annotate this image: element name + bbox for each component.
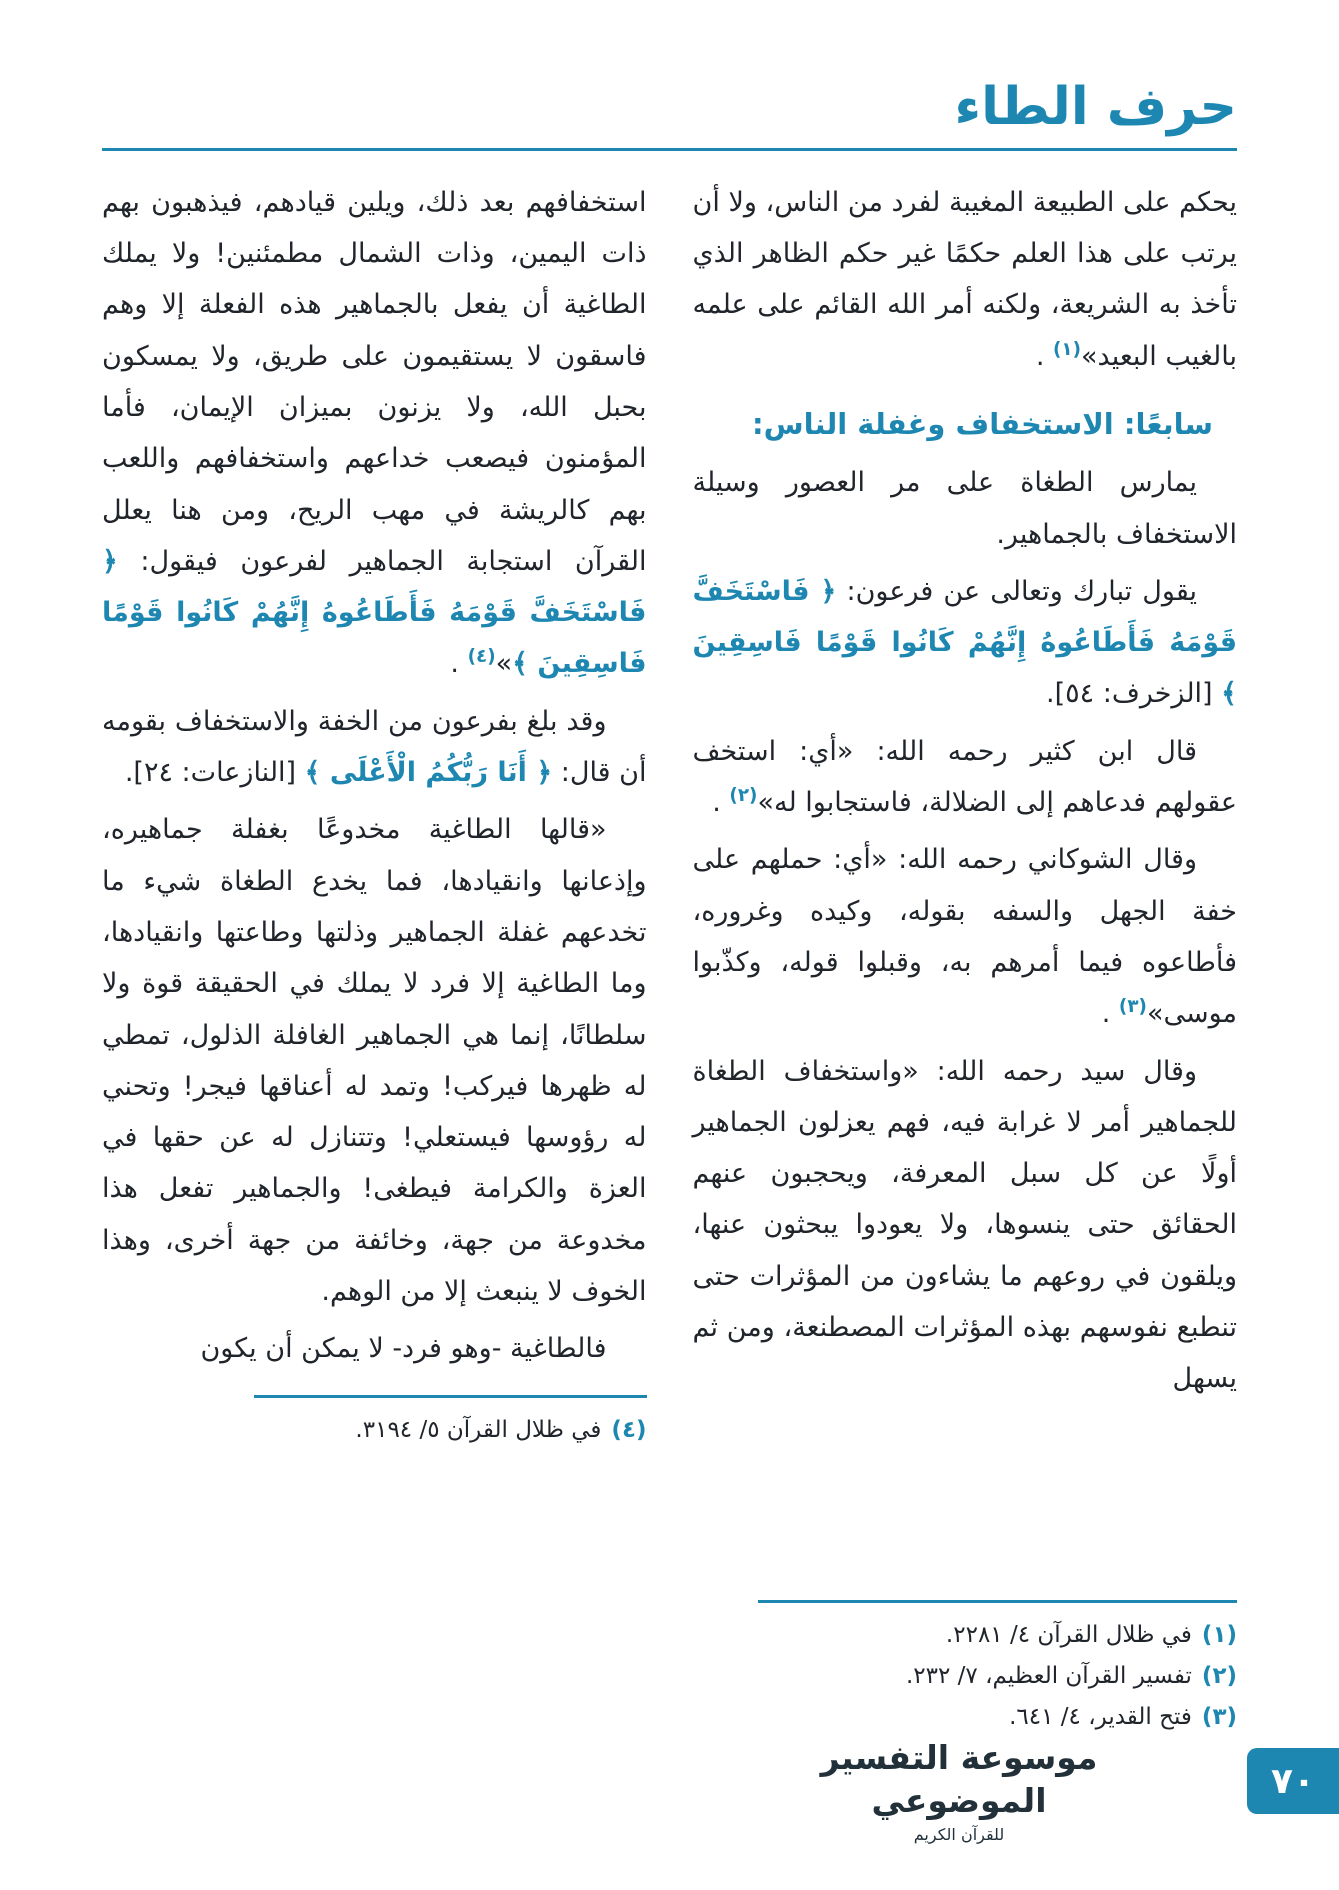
paragraph [693, 566, 1238, 720]
text-run: وقال الشوكاني رحمه الله: «أي: حملهم على خفة الجهل والسفه بقوله، وكيده وغروره، فأطاعوه فيما أمرهم به، وقبلوا قوله، وكذّبوا موسى» [692, 844, 1237, 1030]
text-run: قال ابن كثير رحمه الله: «أي: استخف عقولهم فدعاهم إلى الضلالة، فاستجابوا له» [692, 735, 1237, 819]
text-run: يقول تبارك وتعالى عن فرعون: [836, 575, 1197, 607]
quran-verse: ﴿ فَاسْتَخَفَّ قَوْمَهُ فَأَطَاعُوهُ إِنَّهُمْ كَانُوا قَوْمًا فَاسِقِينَ ﴾ [102, 545, 647, 680]
paragraph [102, 696, 647, 799]
left-column [102, 177, 647, 1743]
right-column [693, 177, 1238, 1743]
text-run: . [1101, 998, 1119, 1030]
paragraph: «قالها الطاغية مخدوعًا بغفلة جماهيره، وإذعانها وانقيادها، فما يخدع الطغاة شيء ما تخدعهم غفلة الجماهير وذلتها وطاعتها وانقيادها، وما الطاغية إلا فرد لا يملك في الحقيقة قوة ولا سلطانًا، إنما هي الجماهير الغافلة الذلول، تمطي له ظهرها فيركب! وتمد له أعناقها فيجر! وتحني له رؤوسها فيستعلي! وتتنازل له عن حقها في العزة والكرامة فيطغى! والجماهير تفعل هذا مخدوعة من جهة، وخائفة من جهة أخرى، وهذا الخوف لا ينبعث إلا من الوهم. [102, 814, 647, 1308]
publisher-logo [759, 1737, 1159, 1844]
footnote-text: تفسير القرآن العظيم، ٧/ ٢٣٢. [905, 1663, 1192, 1690]
footnote-ref: (١) [1052, 338, 1082, 360]
quran-verse: ﴿ أَنَا رَبُّكُمُ الْأَعْلَى ﴾ [304, 757, 553, 789]
paragraph [693, 177, 1238, 382]
paragraph [693, 726, 1238, 829]
publisher-logo-title: موسوعة التفسير الموضوعي [820, 1738, 1098, 1821]
verse-reference: [النازعات: ٢٤]. [124, 757, 305, 789]
footnote-text: في ظلال القرآن ٥/ ٣١٩٤. [355, 1416, 602, 1443]
footnotes-block [693, 1600, 1238, 1743]
verse-reference: [الزخرف: ٥٤]. [1046, 678, 1222, 710]
footnotes-block [102, 1395, 647, 1451]
footnotes-separator [758, 1600, 1237, 1603]
publisher-logo-subtitle: للقرآن الكريم [913, 1825, 1005, 1844]
footnote-text: في ظلال القرآن ٤/ ٢٢٨١. [945, 1621, 1192, 1648]
text-run: وقد بلغ بفرعون من الخفة والاستخفاف بقومه أن قال: [102, 705, 647, 789]
footnote-item [693, 1615, 1238, 1656]
paragraph [693, 834, 1238, 1039]
paragraph: وقال سيد رحمه الله: «واستخفاف الطغاة للجماهير أمر لا غرابة فيه، فهم يعزلون الجماهير أولًا عن كل سبل المعرفة، ويحجبون عنهم الحقائق حتى ينسوها، ولا يعودوا يبحثون عنها، ويلقون في روعهم ما يشاءون من المؤثرات حتى تنطبع نفوسهم بهذه المؤثرات المصطنعة، ومن ثم يسهل [692, 1055, 1237, 1395]
text-run: استخفافهم بعد ذلك، ويلين قيادهم، فيذهبون بهم ذات اليمين، وذات الشمال مطمئنين! ولا يملك الطاغية أن يفعل بالجماهير هذه الفعلة إلا وهم فاسقون لا يستقيمون على طريق، ولا يمسكون بحبل الله، ولا يزنون بميزان الإيمان، فأما المؤمنون فيصعب خداعهم واستخفافهم واللعب بهم كالريشة في مهب الريح، ومن هنا يعلل القرآن استجابة الجماهير لفرعون فيقول: [102, 186, 647, 577]
text-run: . [1035, 340, 1053, 372]
chapter-title: حرف الطاء [954, 77, 1237, 137]
footnote-number: (١) [1201, 1621, 1237, 1648]
text-run: يحكم على الطبيعة المغيبة لفرد من الناس، ولا أن يرتب على هذا العلم حكمًا غير حكم الظاهر الذي تأخذ به الشريعة، ولكنه أمر الله القائم على علمه بالغيب البعيد» [692, 186, 1237, 372]
paragraph: فالطاغية -وهو فرد- لا يمكن أن يكون [200, 1333, 607, 1365]
footnotes-separator [254, 1395, 646, 1398]
footnote-number: (٣) [1201, 1704, 1237, 1731]
quran-verse: ﴿ فَاسْتَخَفَّ قَوْمَهُ فَأَطَاعُوهُ إِنَّهُمْ كَانُوا قَوْمًا فَاسِقِينَ ﴾ [692, 575, 1237, 710]
text-run: » [495, 648, 513, 680]
footnote-text: فتح القدير، ٤/ ٦٤١. [1009, 1704, 1192, 1731]
text-columns [102, 177, 1237, 1743]
footnote-ref: (٤) [467, 646, 496, 668]
footnote-ref: (٣) [1118, 996, 1147, 1018]
paragraph [102, 177, 647, 690]
page-number-badge: ٧٠ [1247, 1748, 1339, 1814]
footnote-number: (٢) [1201, 1663, 1237, 1690]
text-run: . [712, 787, 730, 819]
text-run: . [450, 648, 468, 680]
footnote-item [693, 1656, 1238, 1697]
paragraph: يمارس الطغاة على مر العصور وسيلة الاستخفاف بالجماهير. [692, 467, 1237, 550]
section-heading: سابعًا: الاستخفاف وغفلة الناس: [752, 406, 1213, 441]
footnote-number: (٤) [611, 1416, 647, 1443]
footnote-ref: (٢) [729, 785, 758, 807]
footnote-item [102, 1410, 647, 1451]
footnote-item [693, 1697, 1238, 1738]
page-header [102, 78, 1237, 151]
